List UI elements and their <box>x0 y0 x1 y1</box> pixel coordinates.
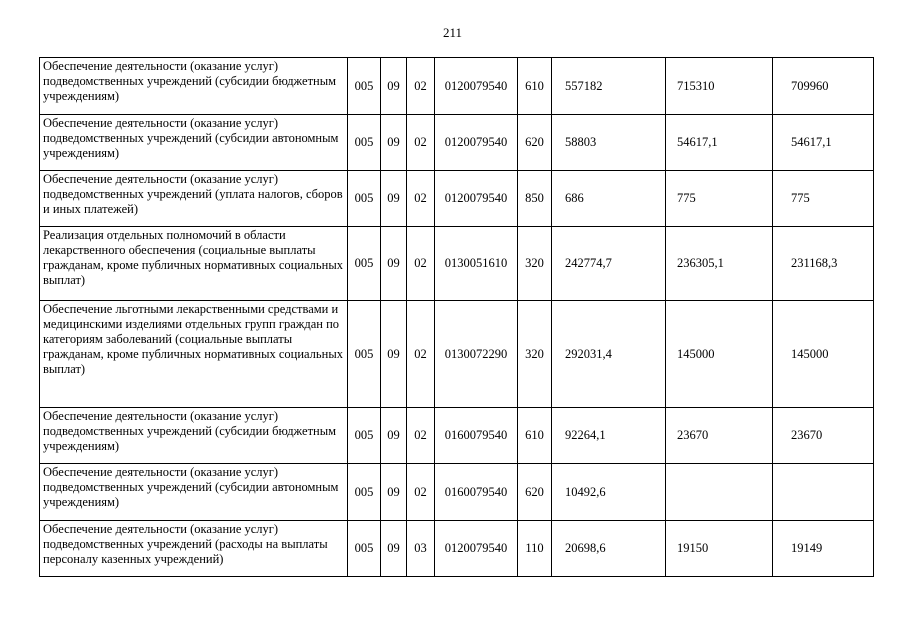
amount-year-3-cell: 19149 <box>773 521 874 577</box>
target-article-cell: 0160079540 <box>435 408 518 464</box>
expense-type-cell: 320 <box>518 301 552 408</box>
amount-year-1-cell: 10492,6 <box>552 464 666 521</box>
row-name-cell: Обеспечение деятельности (оказание услуг) подведомственных учреждений (субсидии бюджетным учреждениям) <box>40 408 348 464</box>
table-row <box>40 301 874 408</box>
amount-year-2-cell: 775 <box>666 171 773 227</box>
section-code-cell: 09 <box>381 464 407 521</box>
row-name-cell: Обеспечение деятельности (оказание услуг) подведомственных учреждений (расходы на выплаты персоналу казенных учреждений) <box>40 521 348 577</box>
ministry-code-cell: 005 <box>348 521 381 577</box>
target-article-cell: 0120079540 <box>435 58 518 115</box>
subsection-code-cell: 02 <box>407 171 435 227</box>
expense-type-cell: 620 <box>518 464 552 521</box>
row-name-cell: Реализация отдельных полномочий в области лекарственного обеспечения (социальные выплаты гражданам, кроме публичных нормативных социальных выплат) <box>40 227 348 301</box>
budget-table <box>39 57 874 577</box>
amount-year-3-cell: 231168,3 <box>773 227 874 301</box>
amount-year-1-cell: 686 <box>552 171 666 227</box>
amount-year-3-cell: 23670 <box>773 408 874 464</box>
expense-type-cell: 610 <box>518 58 552 115</box>
amount-year-2-cell: 23670 <box>666 408 773 464</box>
ministry-code-cell: 005 <box>348 58 381 115</box>
amount-year-2-cell: 236305,1 <box>666 227 773 301</box>
row-name-cell: Обеспечение льготными лекарственными средствами и медицинскими изделиями отдельных групп граждан по категориям заболеваний (социальные выплаты гражданам, кроме публичных нормативных социальных выплат) <box>40 301 348 408</box>
amount-year-3-cell <box>773 464 874 521</box>
table-row <box>40 115 874 171</box>
ministry-code-cell: 005 <box>348 301 381 408</box>
amount-year-3-cell: 54617,1 <box>773 115 874 171</box>
amount-year-1-cell: 242774,7 <box>552 227 666 301</box>
amount-year-3-cell: 775 <box>773 171 874 227</box>
subsection-code-cell: 02 <box>407 464 435 521</box>
table-row <box>40 408 874 464</box>
row-name-cell: Обеспечение деятельности (оказание услуг) подведомственных учреждений (субсидии автономным учреждениям) <box>40 464 348 521</box>
section-code-cell: 09 <box>381 521 407 577</box>
expense-type-cell: 850 <box>518 171 552 227</box>
subsection-code-cell: 03 <box>407 521 435 577</box>
table-row <box>40 171 874 227</box>
section-code-cell: 09 <box>381 227 407 301</box>
row-name-cell: Обеспечение деятельности (оказание услуг) подведомственных учреждений (субсидии автономным учреждениям) <box>40 115 348 171</box>
table-row <box>40 464 874 521</box>
ministry-code-cell: 005 <box>348 115 381 171</box>
ministry-code-cell: 005 <box>348 227 381 301</box>
table-row <box>40 521 874 577</box>
amount-year-3-cell: 145000 <box>773 301 874 408</box>
target-article-cell: 0130072290 <box>435 301 518 408</box>
expense-type-cell: 320 <box>518 227 552 301</box>
ministry-code-cell: 005 <box>348 408 381 464</box>
expense-type-cell: 610 <box>518 408 552 464</box>
amount-year-1-cell: 292031,4 <box>552 301 666 408</box>
target-article-cell: 0120079540 <box>435 171 518 227</box>
amount-year-1-cell: 20698,6 <box>552 521 666 577</box>
row-name-cell: Обеспечение деятельности (оказание услуг) подведомственных учреждений (уплата налогов, сборов и иных платежей) <box>40 171 348 227</box>
row-name-cell: Обеспечение деятельности (оказание услуг) подведомственных учреждений (субсидии бюджетным учреждениям) <box>40 58 348 115</box>
target-article-cell: 0130051610 <box>435 227 518 301</box>
ministry-code-cell: 005 <box>348 171 381 227</box>
section-code-cell: 09 <box>381 58 407 115</box>
amount-year-2-cell: 19150 <box>666 521 773 577</box>
section-code-cell: 09 <box>381 301 407 408</box>
table-row <box>40 227 874 301</box>
expense-type-cell: 620 <box>518 115 552 171</box>
target-article-cell: 0160079540 <box>435 464 518 521</box>
amount-year-2-cell: 715310 <box>666 58 773 115</box>
target-article-cell: 0120079540 <box>435 115 518 171</box>
budget-table-body <box>40 58 874 577</box>
amount-year-1-cell: 58803 <box>552 115 666 171</box>
subsection-code-cell: 02 <box>407 58 435 115</box>
subsection-code-cell: 02 <box>407 227 435 301</box>
amount-year-1-cell: 92264,1 <box>552 408 666 464</box>
ministry-code-cell: 005 <box>348 464 381 521</box>
subsection-code-cell: 02 <box>407 408 435 464</box>
amount-year-2-cell <box>666 464 773 521</box>
section-code-cell: 09 <box>381 408 407 464</box>
subsection-code-cell: 02 <box>407 301 435 408</box>
amount-year-3-cell: 709960 <box>773 58 874 115</box>
section-code-cell: 09 <box>381 115 407 171</box>
expense-type-cell: 110 <box>518 521 552 577</box>
target-article-cell: 0120079540 <box>435 521 518 577</box>
subsection-code-cell: 02 <box>407 115 435 171</box>
amount-year-2-cell: 54617,1 <box>666 115 773 171</box>
page-number: 211 <box>442 25 463 40</box>
table-row <box>40 58 874 115</box>
amount-year-2-cell: 145000 <box>666 301 773 408</box>
section-code-cell: 09 <box>381 171 407 227</box>
amount-year-1-cell: 557182 <box>552 58 666 115</box>
